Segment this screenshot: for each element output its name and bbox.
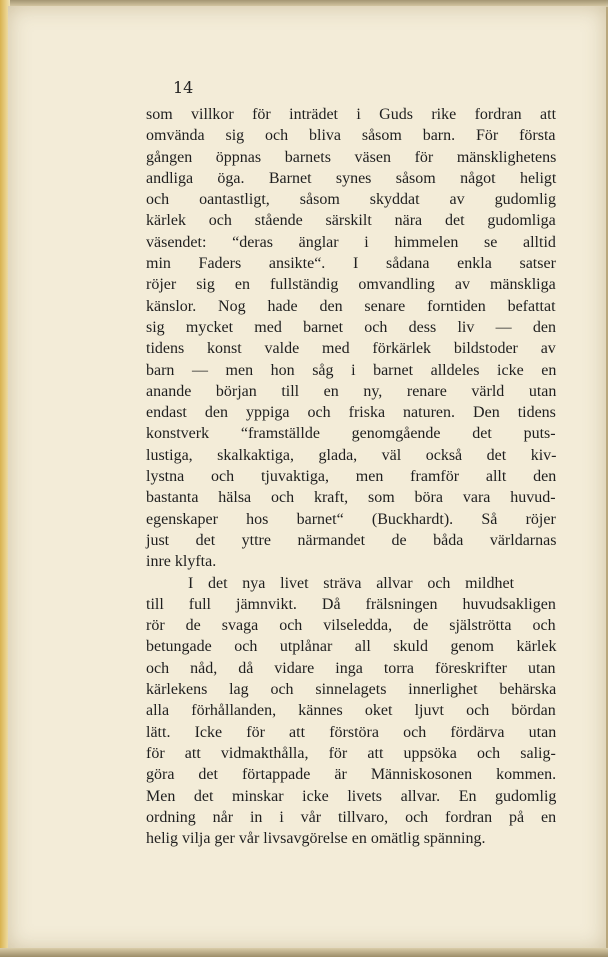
text-line: till full jämnvikt. Då frälsningen huvudsakligen [146,595,556,613]
text-line: konstverk “framställde genomgående det puts- [146,425,556,443]
text-line: andliga öga. Barnet synes såsom något heligt [146,169,557,187]
body-text [146,104,556,849]
text-line: I det nya livet sträva allvar och mildhet [188,574,515,592]
text-line: lätt. Icke för att förstöra och fördärva utan [146,723,557,741]
text-line: lystna och tjuvaktiga, men framför allt den [146,468,557,486]
text-line: för att vidmakthålla, för att uppsöka och salig- [146,744,556,762]
text-line: Men det minskar icke livets allvar. En gudomlig [146,787,557,805]
text-line: kärlek och stående särskilt nära det gudomliga [146,212,556,230]
text-line: endast den yppiga och friska naturen. Den tidens [146,404,556,422]
text-line: barn — men hon såg i barnet alldeles icke en [146,361,557,379]
text-line: tidens konst valde med förkärlek bildstoder av [146,340,556,358]
text-line: kärlekens lag och sinnelagets innerlighet behärska [146,681,557,699]
text-line: inre klyfta. [146,553,217,571]
text-line: som villkor för inträdet i Guds rike fordran att [146,106,557,123]
text-line: röjer sig en fullständig omvandling av mänskliga [146,276,556,294]
text-line: bastanta hälsa och kraft, som böra vara huvud- [146,489,556,507]
text-line: känslor. Nog hade den senare forntiden befattat [146,297,556,315]
text-line: anande början till en ny, renare värld utan [146,382,557,400]
text-line: min Faders ansikte“. I sådana enkla satser [146,255,556,273]
text-line: och nåd, då vidare inga torra föreskrifter utan [146,659,556,677]
page-number: 14 [173,78,194,97]
scan-bottom-edge [0,948,608,957]
text-line: gången öppnas barnets väsen för mänsklighetens [146,148,557,166]
text-line: lustiga, skalkaktiga, glada, väl också det kiv- [146,446,557,464]
text-line: alla förhållanden, kännes oket ljuvt och bördan [146,702,556,720]
text-line: och oantastligt, såsom skyddat av gudomlig [146,191,556,209]
text-line: göra det förtappade är Människosonen kommen. [146,766,557,784]
text-line: omvända sig och bliva såsom barn. För första [146,127,556,145]
text-line: ordning når in i vår tillvaro, och fordran på en [146,808,557,826]
text-line: rör de svaga och vilseledda, de själströtta och [146,617,556,635]
text-line: just det yttre närmandet de båda världarnas [146,531,557,549]
text-line: väsendet: “deras änglar i himmelen se alltid [146,233,556,251]
text-line: egenskaper hos barnet“ (Buckhardt). Så röjer [146,510,556,528]
text-line: betungade och utplånar all skuld genom kärlek [146,638,557,656]
text-line: helig vilja ger vår livsavgörelse en omätlig spänning. [146,830,486,848]
text-line: sig mycket med barnet och dess liv — den [146,318,556,336]
